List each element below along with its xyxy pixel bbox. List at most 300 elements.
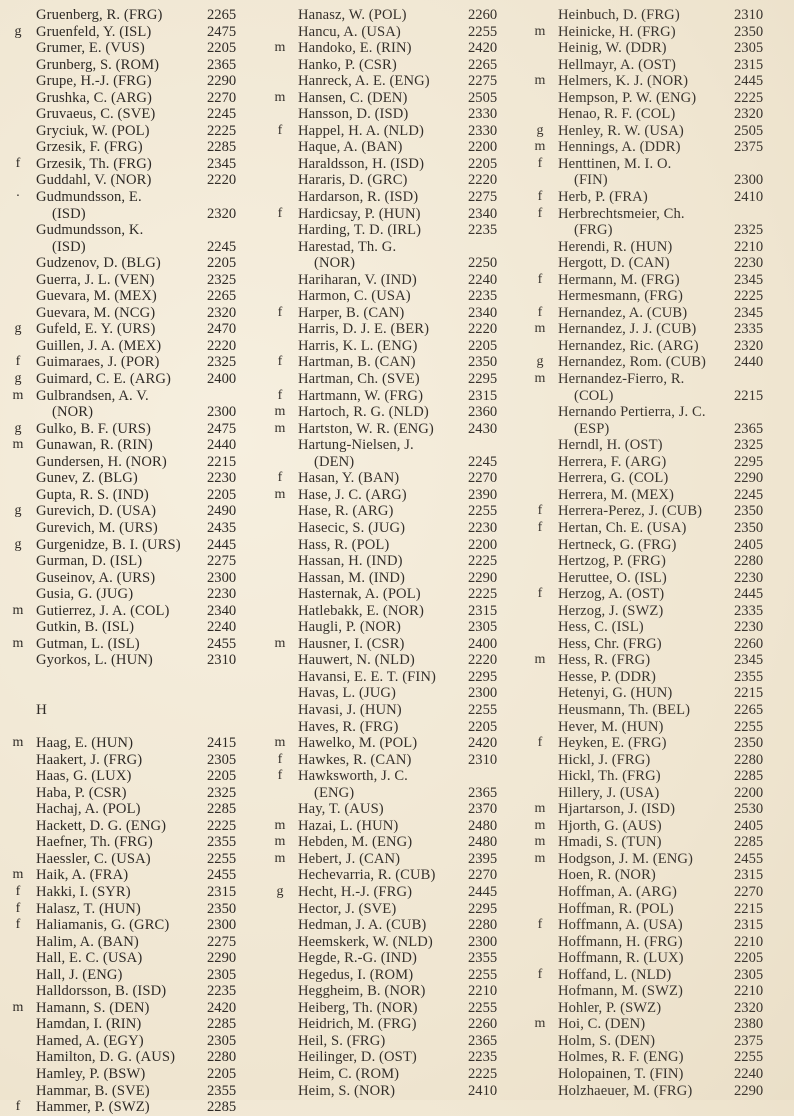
player-entry xyxy=(532,123,782,140)
player-entry xyxy=(272,106,517,123)
player-rating: 2255 xyxy=(734,718,764,735)
player-entry xyxy=(272,619,517,636)
player-entry xyxy=(10,586,255,603)
player-rating: 2285 xyxy=(207,801,237,818)
player-entry xyxy=(272,239,517,256)
player-entry xyxy=(10,917,255,934)
player-name: Henttinen, M. I. O. xyxy=(558,155,672,172)
player-rating: 2305 xyxy=(207,966,237,983)
title-mark: m xyxy=(534,23,546,39)
player-entry xyxy=(10,983,255,1000)
player-entry xyxy=(10,603,255,620)
player-rating: 2300 xyxy=(734,172,764,189)
player-rating: 2310 xyxy=(734,7,764,23)
player-rating: 2480 xyxy=(468,817,498,834)
player-entry xyxy=(532,901,782,918)
player-entry xyxy=(532,719,782,736)
title-mark: f xyxy=(537,271,543,287)
player-entry xyxy=(532,1066,782,1083)
title-mark: f xyxy=(277,122,283,138)
player-entry xyxy=(10,288,255,305)
title-mark: m xyxy=(274,486,286,502)
player-rating: 2305 xyxy=(207,1032,237,1049)
title-mark: g xyxy=(14,23,22,39)
player-entry xyxy=(532,57,782,74)
player-entry xyxy=(532,685,782,702)
player-name: Havansi, E. E. T. (FIN) xyxy=(298,668,436,685)
player-name: Haliamanis, G. (GRC) xyxy=(36,917,170,934)
player-name: Holmes, R. F. (ENG) xyxy=(558,1049,684,1066)
player-name: Haessler, C. (USA) xyxy=(36,850,151,867)
title-mark: f xyxy=(537,586,543,602)
player-rating: 2325 xyxy=(207,354,237,371)
player-entry xyxy=(532,503,782,520)
player-name: Gutkin, B. (ISL) xyxy=(36,619,135,636)
player-name: Hickl, Th. (FRG) xyxy=(558,768,661,785)
player-name: Hartman, Ch. (SVE) xyxy=(298,371,420,388)
player-entry xyxy=(10,950,255,967)
player-name: Haba, P. (CSR) xyxy=(36,784,127,801)
player-rating: 2300 xyxy=(468,685,498,702)
player-entry xyxy=(272,90,517,107)
player-entry xyxy=(10,255,255,272)
player-rating: 2330 xyxy=(468,106,498,123)
player-name: Hoffand, L. (NLD) xyxy=(558,966,672,983)
player-name: Guseinov, A. (URS) xyxy=(36,569,156,586)
player-entry xyxy=(10,503,255,520)
title-mark: g xyxy=(14,536,22,552)
player-rating: 2295 xyxy=(468,900,498,917)
player-entry xyxy=(272,967,517,984)
player-entry xyxy=(10,768,255,785)
player-name: Heil, S. (FRG) xyxy=(298,1032,386,1049)
player-rating: 2205 xyxy=(207,1066,237,1082)
player-name: Hecht, H.-J. (FRG) xyxy=(298,883,413,900)
player-name: Hernando Pertierra, J. C. xyxy=(558,404,706,421)
player-name: Hasternak, A. (POL) xyxy=(298,586,421,603)
player-name: Hohler, P. (SWZ) xyxy=(558,999,662,1016)
player-rating: 2205 xyxy=(468,155,498,172)
player-entry xyxy=(532,487,782,504)
player-entry xyxy=(10,1016,255,1033)
player-entry xyxy=(10,636,255,653)
player-name: Hararis, D. (GRC) xyxy=(298,172,408,189)
player-entry xyxy=(272,73,517,90)
player-name: Hedman, J. A. (CUB) xyxy=(298,917,427,934)
player-entry xyxy=(532,586,782,603)
player-name: Heinig, W. (DDR) xyxy=(558,40,667,57)
player-name: Hjorth, G. (AUS) xyxy=(558,817,662,834)
player-entry xyxy=(272,24,517,41)
player-name: Hartung-Nielsen, J. xyxy=(298,437,414,454)
player-name: Hassan, H. (IND) xyxy=(298,553,403,570)
player-rating: 2480 xyxy=(468,834,498,851)
player-entry xyxy=(272,719,517,736)
player-name: Gutman, L. (ISL) xyxy=(36,635,140,652)
player-name: Guddahl, V. (NOR) xyxy=(36,172,152,189)
player-rating: 2325 xyxy=(734,222,764,239)
player-entry xyxy=(272,1066,517,1083)
title-mark: m xyxy=(12,635,24,651)
player-rating: 2215 xyxy=(207,453,237,470)
player-entry xyxy=(10,1000,255,1017)
player-name: Heyken, E. (FRG) xyxy=(558,735,667,752)
player-entry xyxy=(532,189,782,206)
player-name: Henley, R. W. (USA) xyxy=(558,122,684,139)
player-rating: 2285 xyxy=(207,1099,237,1116)
player-rating: 2285 xyxy=(207,1016,237,1033)
player-rating: 2340 xyxy=(468,205,498,222)
player-rating: 2315 xyxy=(734,917,764,934)
player-entry xyxy=(272,1016,517,1033)
player-name: Hofmann, M. (SWZ) xyxy=(558,983,683,1000)
player-entry xyxy=(532,139,782,156)
player-name: Hay, T. (AUS) xyxy=(298,801,384,818)
player-name: Gruenfeld, Y. (ISL) xyxy=(36,23,152,40)
player-rating: 2280 xyxy=(734,751,764,768)
player-name: Hodgson, J. M. (ENG) xyxy=(558,850,693,867)
player-entry xyxy=(272,305,517,322)
player-entry xyxy=(272,272,517,289)
player-rating: 2220 xyxy=(468,172,498,189)
player-entry-continuation xyxy=(532,222,782,239)
player-rating: 2350 xyxy=(734,503,764,520)
player-name: Hjartarson, J. (ISD) xyxy=(558,801,676,818)
player-rating: 2265 xyxy=(207,288,237,305)
player-entry xyxy=(272,388,517,405)
title-mark: f xyxy=(277,751,283,767)
player-name: Guillen, J. A. (MEX) xyxy=(36,337,162,354)
player-name: (FRG) xyxy=(574,222,613,239)
player-name: Hoen, R. (NOR) xyxy=(558,867,656,884)
player-entry xyxy=(532,735,782,752)
player-entry xyxy=(10,7,255,24)
player-name: Hoffman, R. (POL) xyxy=(558,900,674,917)
player-rating: 2240 xyxy=(207,619,237,636)
player-name: Hartoch, R. G. (NLD) xyxy=(298,404,429,421)
player-name: Herrera, M. (MEX) xyxy=(558,486,674,503)
player-name: Harestad, Th. G. xyxy=(298,238,397,255)
title-mark: m xyxy=(534,652,546,668)
player-name: Hegde, R.-G. (IND) xyxy=(298,950,417,967)
player-name: Grupe, H.-J. (FRG) xyxy=(36,73,152,90)
player-entry xyxy=(10,652,255,669)
player-entry xyxy=(532,73,782,90)
title-mark: g xyxy=(536,354,544,370)
title-mark: m xyxy=(12,867,24,883)
player-entry xyxy=(10,867,255,884)
player-rating: 2205 xyxy=(207,40,237,57)
player-entry xyxy=(10,57,255,74)
player-entry xyxy=(10,338,255,355)
player-rating: 2320 xyxy=(734,337,764,354)
title-mark: f xyxy=(15,883,21,899)
player-name: Gyorkos, L. (HUN) xyxy=(36,652,153,669)
player-name: Hertzog, P. (FRG) xyxy=(558,553,666,570)
player-name: Hoffmann, A. (USA) xyxy=(558,917,683,934)
player-name: Hillery, J. (USA) xyxy=(558,784,660,801)
player-rating: 2280 xyxy=(207,1049,237,1066)
player-rating: 2230 xyxy=(734,619,764,636)
player-rating: 2265 xyxy=(207,7,237,23)
player-entry xyxy=(10,967,255,984)
player-entry-continuation xyxy=(272,785,517,802)
player-name: Hartston, W. R. (ENG) xyxy=(298,420,434,437)
player-entry xyxy=(10,123,255,140)
player-entry xyxy=(272,537,517,554)
player-rating: 2205 xyxy=(207,486,237,503)
title-mark: m xyxy=(12,735,24,751)
player-entry xyxy=(10,172,255,189)
player-rating: 2290 xyxy=(734,470,764,487)
player-rating: 2320 xyxy=(207,205,237,222)
player-name: Hanreck, A. E. (ENG) xyxy=(298,73,430,90)
player-rating: 2225 xyxy=(734,89,764,106)
player-entry xyxy=(532,206,782,223)
player-entry xyxy=(532,1033,782,1050)
player-name: Hanko, P. (CSR) xyxy=(298,56,397,73)
player-entry xyxy=(532,288,782,305)
player-name: Hebden, M. (ENG) xyxy=(298,834,413,851)
player-rating: 2205 xyxy=(468,718,498,735)
player-entry xyxy=(532,1000,782,1017)
player-entry xyxy=(10,801,255,818)
player-rating: 2365 xyxy=(468,1032,498,1049)
player-entry xyxy=(10,1066,255,1083)
player-rating: 2205 xyxy=(734,950,764,967)
player-rating: 2445 xyxy=(734,73,764,90)
player-rating: 2240 xyxy=(468,271,498,288)
player-rating: 2220 xyxy=(207,337,237,354)
player-rating: 2410 xyxy=(734,189,764,206)
player-entry xyxy=(10,619,255,636)
player-entry xyxy=(532,520,782,537)
title-mark: m xyxy=(534,850,546,866)
player-name: Gulbrandsen, A. V. xyxy=(36,387,149,404)
player-name: Heemskerk, W. (NLD) xyxy=(298,933,433,950)
player-name: Hoffman, A. (ARG) xyxy=(558,883,677,900)
player-entry xyxy=(532,834,782,851)
player-name: Hermesmann, (FRG) xyxy=(558,288,683,305)
player-entry xyxy=(272,288,517,305)
player-entry xyxy=(532,983,782,1000)
blank-line xyxy=(10,719,255,736)
player-entry xyxy=(272,901,517,918)
player-name: Guimard, C. E. (ARG) xyxy=(36,371,171,388)
player-entry xyxy=(10,139,255,156)
player-name: Gudmundsson, E. xyxy=(36,189,142,206)
player-rating: 2455 xyxy=(207,867,237,884)
player-name: Herrera-Perez, J. (CUB) xyxy=(558,503,703,520)
player-rating: 2205 xyxy=(207,255,237,272)
player-entry xyxy=(272,1049,517,1066)
player-rating: 2280 xyxy=(734,553,764,570)
player-name: Hasecic, S. (JUG) xyxy=(298,519,406,536)
player-entry xyxy=(10,371,255,388)
player-entry xyxy=(532,603,782,620)
player-name: Haefner, Th. (FRG) xyxy=(36,834,153,851)
player-entry xyxy=(10,388,255,405)
player-rating: 2440 xyxy=(734,354,764,371)
player-name: (ESP) xyxy=(574,420,610,437)
player-rating: 2205 xyxy=(207,768,237,785)
player-rating: 2235 xyxy=(207,983,237,1000)
player-name: Gunawan, R. (RIN) xyxy=(36,437,153,454)
player-rating: 2305 xyxy=(468,619,498,636)
player-rating: 2230 xyxy=(207,470,237,487)
player-rating: 2210 xyxy=(734,983,764,1000)
player-rating: 2245 xyxy=(734,486,764,503)
player-rating: 2215 xyxy=(734,685,764,702)
player-entry xyxy=(532,818,782,835)
player-entry xyxy=(532,669,782,686)
player-name: Heruttee, O. (ISL) xyxy=(558,569,667,586)
player-rating: 2275 xyxy=(207,933,237,950)
player-name: (ISD) xyxy=(52,205,86,222)
player-rating: 2320 xyxy=(734,106,764,123)
player-entry xyxy=(272,884,517,901)
player-entry xyxy=(532,354,782,371)
player-entry xyxy=(532,867,782,884)
column-1 xyxy=(10,7,255,1116)
player-rating: 2225 xyxy=(207,122,237,139)
player-name: Hernandez-Fierro, R. xyxy=(558,371,685,388)
player-name: Hector, J. (SVE) xyxy=(298,900,397,917)
player-name: Gryciuk, W. (POL) xyxy=(36,122,150,139)
player-name: Grzesik, F. (FRG) xyxy=(36,139,143,156)
player-name: Heim, C. (ROM) xyxy=(298,1066,400,1082)
title-mark: g xyxy=(536,122,544,138)
player-name: Hass, R. (POL) xyxy=(298,536,390,553)
player-name: Harris, D. J. E. (BER) xyxy=(298,321,430,338)
player-rating: 2380 xyxy=(734,1016,764,1033)
player-name: Guevara, M. (NCG) xyxy=(36,304,156,321)
title-mark: m xyxy=(12,999,24,1015)
player-name: Hertan, Ch. E. (USA) xyxy=(558,519,687,536)
player-entry-continuation xyxy=(10,239,255,256)
player-entry-continuation xyxy=(532,172,782,189)
player-rating: 2390 xyxy=(468,486,498,503)
player-entry xyxy=(10,520,255,537)
player-entry xyxy=(272,570,517,587)
player-name: Gudmundsson, K. xyxy=(36,222,144,239)
player-name: (ISD) xyxy=(52,238,86,255)
player-name: Hasan, Y. (BAN) xyxy=(298,470,400,487)
player-rating: 2290 xyxy=(734,1082,764,1099)
title-mark: f xyxy=(15,900,21,916)
title-mark: f xyxy=(277,205,283,221)
player-name: Handoko, E. (RIN) xyxy=(298,40,412,57)
player-entry xyxy=(532,851,782,868)
player-entry xyxy=(532,801,782,818)
player-entry xyxy=(532,884,782,901)
title-mark: m xyxy=(274,89,286,105)
player-entry xyxy=(10,487,255,504)
player-rating: 2350 xyxy=(734,519,764,536)
player-rating: 2340 xyxy=(207,602,237,619)
player-rating: 2265 xyxy=(734,701,764,718)
player-entry xyxy=(272,636,517,653)
player-rating: 2275 xyxy=(207,553,237,570)
player-rating: 2420 xyxy=(468,735,498,752)
title-mark: m xyxy=(274,850,286,866)
player-name: Haag, E. (HUN) xyxy=(36,735,134,752)
player-name: Hall, J. (ENG) xyxy=(36,966,123,983)
player-rating: 2505 xyxy=(734,122,764,139)
player-entry xyxy=(10,73,255,90)
player-name: Helmers, K. J. (NOR) xyxy=(558,73,689,90)
player-rating: 2350 xyxy=(734,23,764,40)
player-name: Hansen, C. (DEN) xyxy=(298,89,408,106)
player-rating: 2505 xyxy=(468,89,498,106)
player-name: Hess, Chr. (FRG) xyxy=(558,635,662,652)
player-rating: 2320 xyxy=(207,304,237,321)
player-entry xyxy=(10,321,255,338)
player-entry xyxy=(532,454,782,471)
player-name: Hauwert, N. (NLD) xyxy=(298,652,415,669)
title-mark: f xyxy=(537,155,543,171)
player-name: Haque, A. (BAN) xyxy=(298,139,403,156)
player-rating: 2240 xyxy=(734,1066,764,1082)
player-entry xyxy=(10,735,255,752)
player-entry xyxy=(10,272,255,289)
player-name: Hickl, J. (FRG) xyxy=(558,751,651,768)
player-rating: 2435 xyxy=(207,519,237,536)
player-rating: 2200 xyxy=(468,536,498,553)
player-rating: 2445 xyxy=(207,536,237,553)
player-rating: 2395 xyxy=(468,850,498,867)
player-name: Gufeld, E. Y. (URS) xyxy=(36,321,156,338)
title-mark: m xyxy=(274,635,286,651)
player-rating: 2305 xyxy=(734,966,764,983)
player-entry xyxy=(10,901,255,918)
player-entry xyxy=(272,40,517,57)
player-entry xyxy=(532,917,782,934)
player-name: Hamilton, D. G. (AUS) xyxy=(36,1049,176,1066)
player-entry xyxy=(532,371,782,388)
player-name: Haraldsson, H. (ISD) xyxy=(298,155,425,172)
player-rating: 2345 xyxy=(734,652,764,669)
player-entry xyxy=(272,404,517,421)
title-mark: g xyxy=(14,321,22,337)
player-rating: 2285 xyxy=(207,139,237,156)
title-mark: f xyxy=(537,503,543,519)
title-mark: m xyxy=(274,420,286,436)
player-name: Hegedus, I. (ROM) xyxy=(298,966,414,983)
player-name: Hernandez, Ric. (ARG) xyxy=(558,337,699,354)
player-name: Gurevich, M. (URS) xyxy=(36,519,158,536)
player-entry xyxy=(272,652,517,669)
blank-line xyxy=(10,669,255,686)
player-rating: 2400 xyxy=(468,635,498,652)
player-entry xyxy=(272,685,517,702)
player-rating: 2405 xyxy=(734,536,764,553)
player-name: Grunberg, S. (ROM) xyxy=(36,56,160,73)
player-name: Hmadi, S. (TUN) xyxy=(558,834,662,851)
player-entry xyxy=(532,255,782,272)
title-mark: f xyxy=(277,304,283,320)
player-entry xyxy=(272,669,517,686)
player-entry xyxy=(532,652,782,669)
player-rating: 2280 xyxy=(468,917,498,934)
player-entry xyxy=(10,106,255,123)
player-name: Hermann, M. (FRG) xyxy=(558,271,680,288)
player-rating: 2200 xyxy=(734,784,764,801)
player-rating: 2300 xyxy=(468,933,498,950)
player-rating: 2475 xyxy=(207,23,237,40)
player-name: Guevara, M. (MEX) xyxy=(36,288,157,305)
player-entry xyxy=(10,437,255,454)
